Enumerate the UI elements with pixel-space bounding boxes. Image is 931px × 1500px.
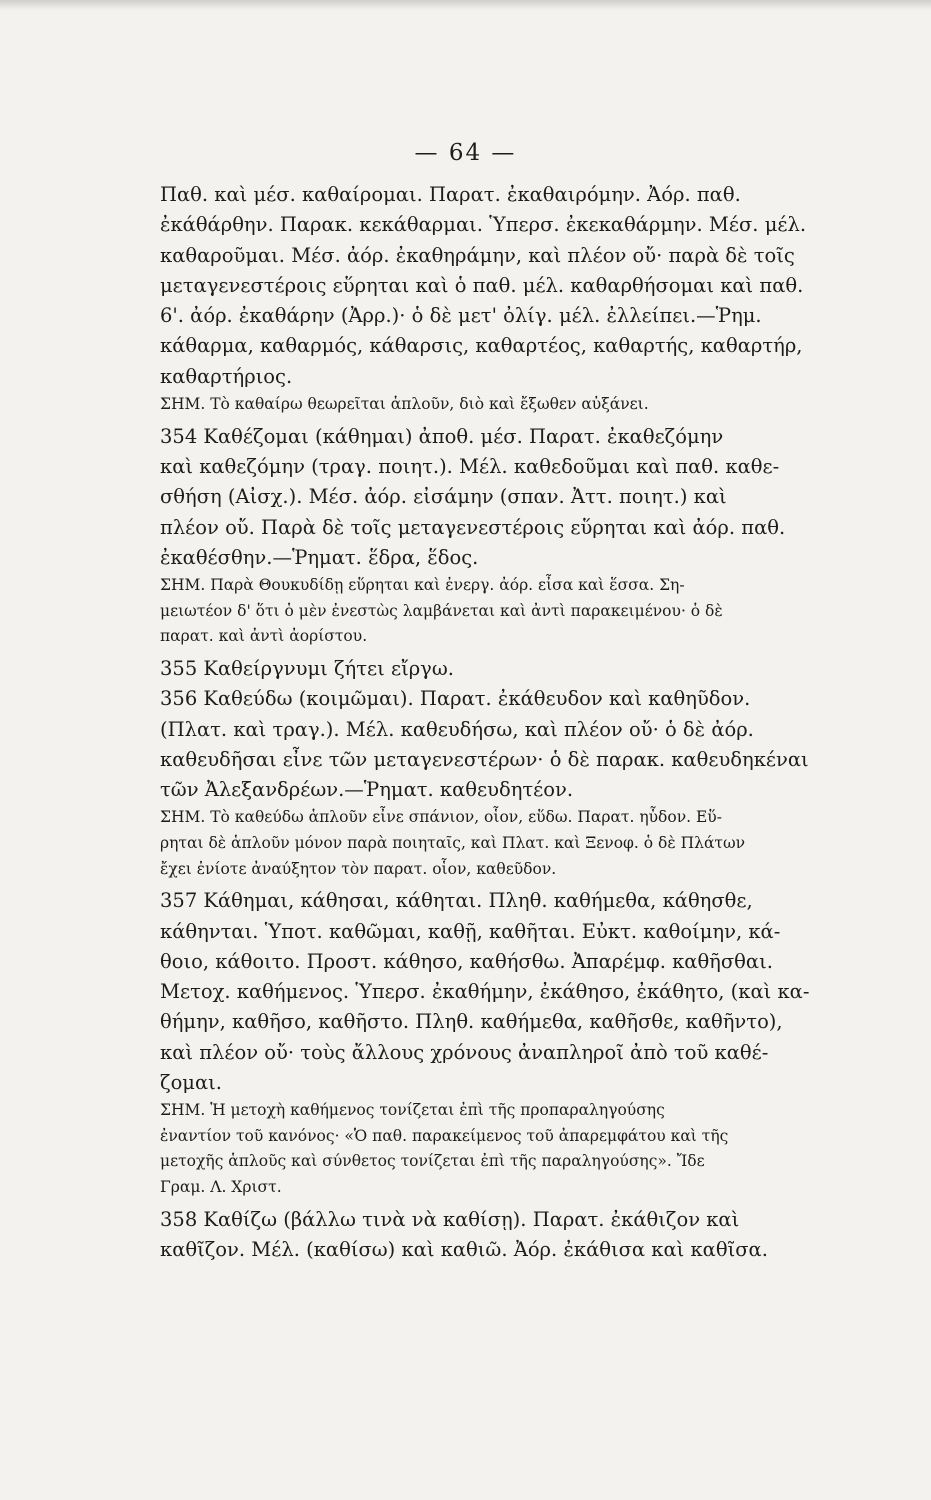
note-line: ΣΗΜ. Παρὰ Θουκυδίδῃ εὕρηται καὶ ἐνεργ. ἀόρ. εἶσα καὶ ἕσσα. Ση- bbox=[160, 576, 685, 595]
note-line: μειωτέον δ' ὅτι ὁ μὲν ἐνεστὼς λαμβάνεται καὶ ἀντὶ παρακειμένου· ὁ δὲ bbox=[160, 601, 723, 620]
dictionary-text bbox=[160, 180, 836, 1265]
text-line: θοιο, κάθοιτο. Προστ. κάθησο, καθήσθω. Ἀπαρέμφ. καθῆσθαι. bbox=[160, 949, 773, 973]
entry-354-line: 354 Καθέζομαι (κάθημαι) ἀποθ. μέσ. Παρατ. ἐκαθεζόμην bbox=[160, 424, 724, 448]
text-line: θήμην, καθῆσο, καθῆστο. Πληθ. καθήμεθα, καθῆσθε, καθῆντο), bbox=[160, 1010, 783, 1034]
text-line: καθαρτήριος. bbox=[160, 364, 293, 388]
note-line: ρηται δὲ ἁπλοῦν μόνον παρὰ ποιηταῖς, καὶ Πλατ. καὶ Ξενοφ. ὁ δὲ Πλάτων bbox=[160, 834, 746, 853]
text-line: (Πλατ. καὶ τραγ.). Μέλ. καθευδήσω, καὶ πλέον οὔ· ὁ δὲ ἀόρ. bbox=[160, 717, 754, 741]
scan-edge-shadow bbox=[0, 0, 931, 10]
text-line: ἐκάθάρθην. Παρακ. κεκάθαρμαι. Ὑπερσ. ἐκεκαθάρμην. Μέσ. μέλ. bbox=[160, 213, 807, 237]
entry-358-line: 358 Καθίζω (βάλλω τινὰ νὰ καθίσῃ). Παρατ. ἐκάθιζον καὶ bbox=[160, 1207, 740, 1231]
text-line: σθήση (Αἰσχ.). Μέσ. ἀόρ. εἰσάμην (σπαν. Ἀττ. ποιητ.) καὶ bbox=[160, 485, 727, 509]
note-line: ἔχει ἐνίοτε ἀναύξητον τὸν παρατ. οἷον, καθεῦδον. bbox=[160, 859, 557, 878]
page-number: — 64 — bbox=[414, 140, 517, 166]
text-line: Μετοχ. καθήμενος. Ὑπερσ. ἐκαθήμην, ἐκάθησο, ἐκάθητο, (καὶ κα- bbox=[160, 980, 810, 1004]
entry-356-line: 356 Καθεύδω (κοιμῶμαι). Παρατ. ἐκάθευδον καὶ καθηῦδον. bbox=[160, 687, 751, 711]
note-line: μετοχῆς ἁπλοῦς καὶ σύνθετος τονίζεται ἐπὶ τῆς παραληγούσης». Ἴδε bbox=[160, 1152, 705, 1171]
text-line: καὶ πλέον οὔ· τοὺς ἄλλους χρόνους ἀναπληροῖ ἀπὸ τοῦ καθέ- bbox=[160, 1040, 769, 1064]
text-line: Παθ. καὶ μέσ. καθαίρομαι. Παρατ. ἐκαθαιρόμην. Ἀόρ. παθ. bbox=[160, 183, 741, 206]
note-line: ΣΗΜ. Τὸ καθαίρω θεωρεῖται ἁπλοῦν, διὸ καὶ ἔξωθεν αὐξάνει. bbox=[160, 395, 649, 414]
text-line: 6'. ἀόρ. ἐκαθάρην (Ἀρρ.)· ὁ δὲ μετ' ὀλίγ. μέλ. ἐλλείπει.—Ῥημ. bbox=[160, 304, 762, 328]
text-line: καὶ καθεζόμην (τραγ. ποιητ.). Μέλ. καθεδοῦμαι καὶ παθ. καθε- bbox=[160, 454, 780, 478]
text-line: ζομαι. bbox=[160, 1070, 222, 1094]
note-line: ΣΗΜ. Τὸ καθεύδω ἁπλοῦν εἶνε σπάνιον, οἷον, εὕδω. Παρατ. ηὗδον. Εὕ- bbox=[160, 808, 722, 827]
note-line: ἐναντίον τοῦ κανόνος· «Ὁ παθ. παρακείμενος τοῦ ἀπαρεμφάτου καὶ τῆς bbox=[160, 1126, 729, 1145]
entry-355-line: 355 Καθείργνυμι ζήτει εἴργω. bbox=[160, 656, 454, 680]
text-line: καθῖζον. Μέλ. (καθίσω) καὶ καθιῶ. Ἀόρ. ἐκάθισα καὶ καθῖσα. bbox=[160, 1237, 768, 1261]
note-line: Γραμ. Λ. Χριστ. bbox=[160, 1178, 282, 1197]
text-line: πλέον οὔ. Παρὰ δὲ τοῖς μεταγενεστέροις εὕρηται καὶ ἀόρ. παθ. bbox=[160, 515, 786, 539]
text-line: καθαροῦμαι. Μέσ. ἀόρ. ἐκαθηράμην, καὶ πλέον οὔ· παρὰ δὲ τοῖς bbox=[160, 243, 795, 267]
text-line: μεταγενεστέροις εὕρηται καὶ ὁ παθ. μέλ. καθαρθήσομαι καὶ παθ. bbox=[160, 273, 804, 297]
note-line: ΣΗΜ. Ἡ μετοχὴ καθήμενος τονίζεται ἐπὶ τῆς προπαραληγούσης bbox=[160, 1101, 665, 1120]
text-line: καθευδῆσαι εἶνε τῶν μεταγενεστέρων· ὁ δὲ παρακ. καθευδηκέναι bbox=[160, 747, 809, 771]
text-line: τῶν Ἀλεξανδρέων.—Ῥηματ. καθευδητέον. bbox=[160, 778, 574, 802]
text-line: κάθαρμα, καθαρμός, κάθαρσις, καθαρτέος, καθαρτής, καθαρτήρ, bbox=[160, 334, 803, 358]
text-line: ἐκαθέσθην.—Ῥηματ. ἕδρα, ἕδος. bbox=[160, 545, 479, 569]
note-line: παρατ. καὶ ἀντὶ ἀορίστου. bbox=[160, 627, 368, 646]
entry-357-line: 357 Κάθημαι, κάθησαι, κάθηται. Πληθ. καθήμεθα, κάθησθε, bbox=[160, 889, 753, 913]
text-line: κάθηνται. Ὑποτ. καθῶμαι, καθῇ, καθῆται. Εὐκτ. καθοίμην, κά- bbox=[160, 919, 781, 943]
